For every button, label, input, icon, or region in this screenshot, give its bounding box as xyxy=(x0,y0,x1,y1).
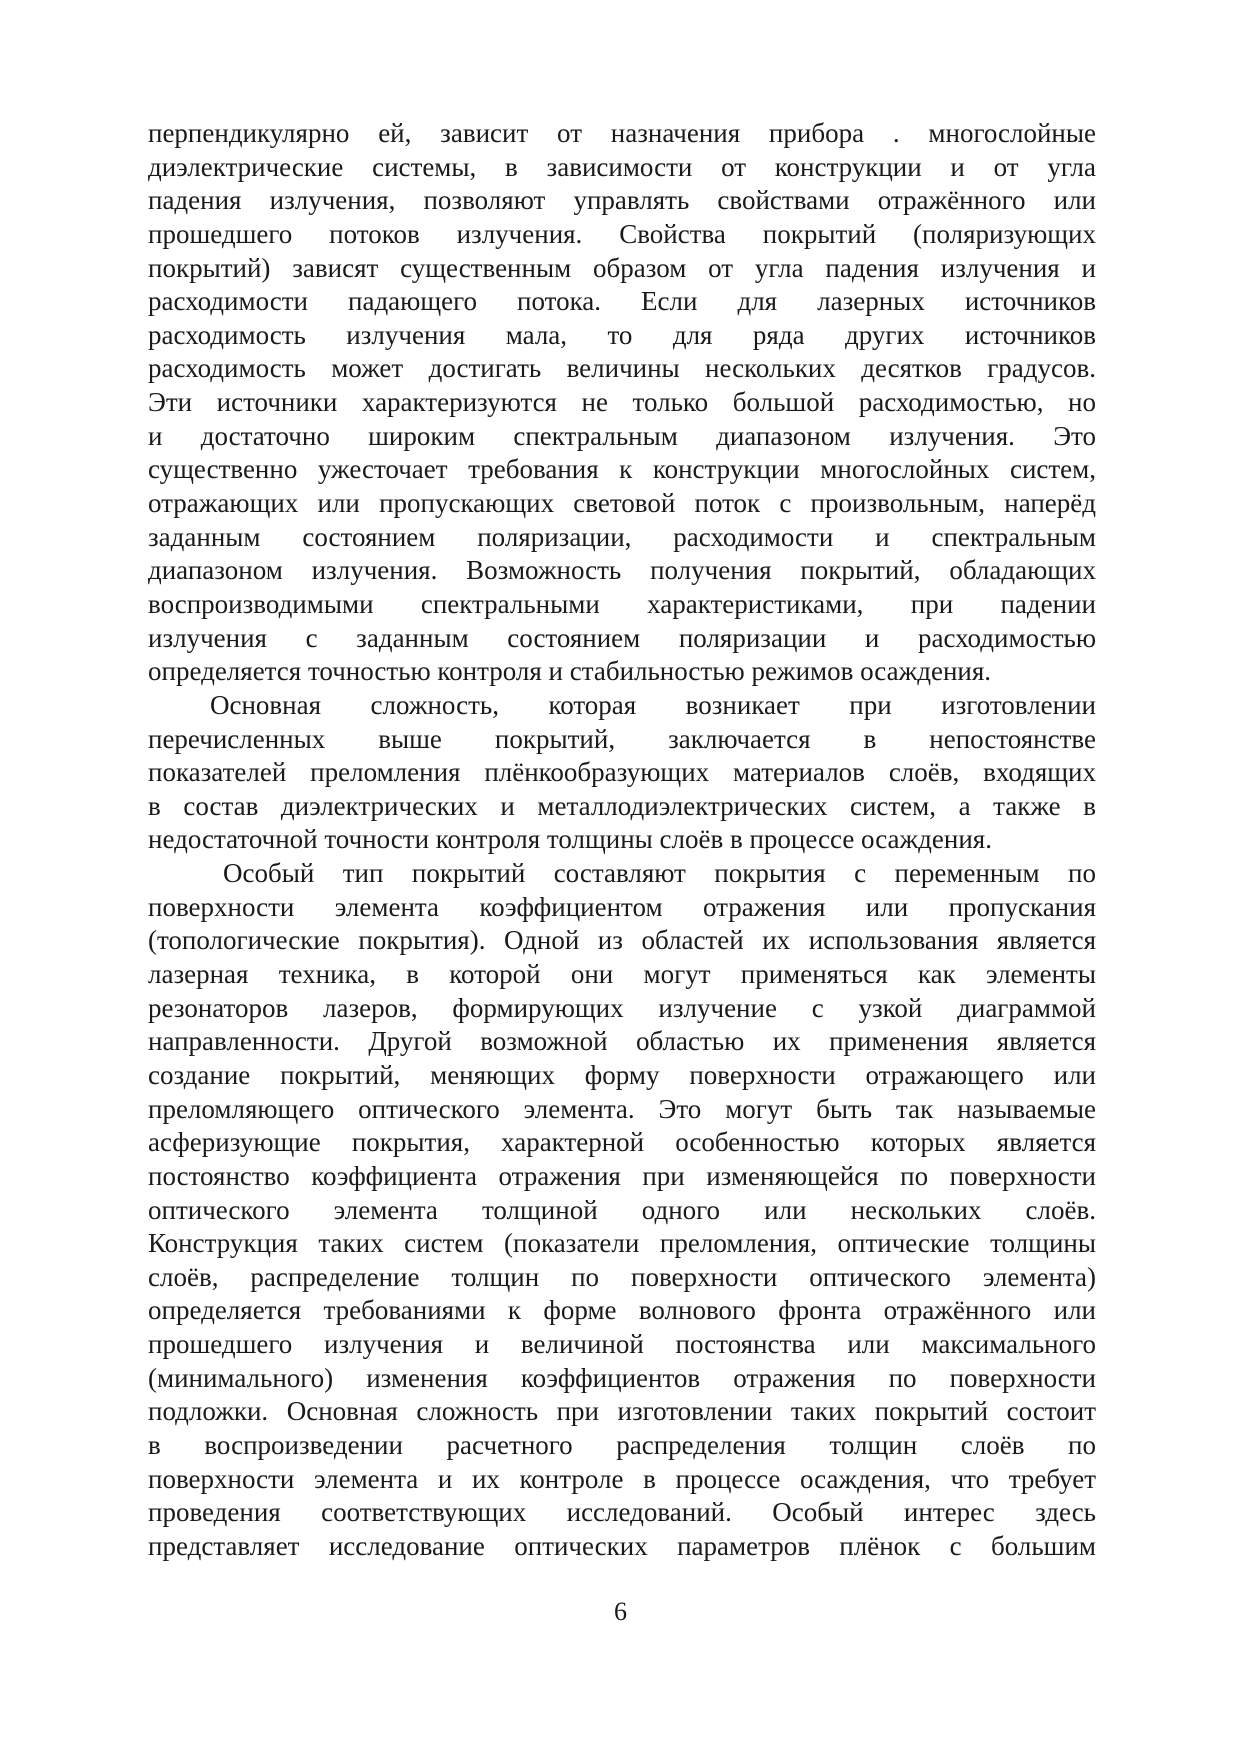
text-line: диэлектрические системы, в зависимости от конструкции и от угла xyxy=(148,151,1096,182)
text-line: проведения соответствующих исследований. Особый интерес здесь xyxy=(148,1497,1096,1528)
text-line: определяется требованиями к форме волнового фронта отражённого или xyxy=(148,1295,1096,1326)
text-line: показателей преломления плёнкообразующих материалов слоёв, входящих xyxy=(148,757,1096,788)
text-line: и достаточно широким спектральным диапазоном излучения. Это xyxy=(148,420,1096,451)
text-line: лазерная техника, в которой они могут применяться как элементы xyxy=(148,959,1096,990)
text-line: излучения с заданным состоянием поляризации и расходимостью xyxy=(148,622,1096,653)
body-text xyxy=(148,117,1096,1564)
text-line: в состав диэлектрических и металлодиэлектрических систем, а также в xyxy=(148,790,1096,821)
text-line: преломляющего оптического элемента. Это могут быть так называемые xyxy=(148,1093,1096,1124)
text-line: постоянство коэффициента отражения при изменяющейся по поверхности xyxy=(148,1160,1096,1191)
text-line: поверхности элемента коэффициентом отражения или пропускания xyxy=(148,891,1096,922)
text-line: слоёв, распределение толщин по поверхности оптического элемента) xyxy=(148,1261,1096,1292)
text-line: создание покрытий, меняющих форму поверхности отражающего или xyxy=(148,1059,1096,1090)
text-line: поверхности элемента и их контроле в процессе осаждения, что требует xyxy=(148,1463,1096,1494)
text-line: расходимости падающего потока. Если для лазерных источников xyxy=(148,286,1096,317)
text-line: отражающих или пропускающих световой поток с произвольным, наперёд xyxy=(148,488,1096,519)
text-line: расходимость может достигать величины нескольких десятков градусов. xyxy=(148,353,1096,384)
text-line: направленности. Другой возможной областью их применения является xyxy=(148,1026,1096,1057)
text-line: Конструкция таких систем (показатели преломления, оптические толщины xyxy=(148,1228,1096,1259)
text-line: недостаточной точности контроля толщины слоёв в процессе осаждения. xyxy=(148,824,992,855)
text-line: заданным состоянием поляризации, расходимости и спектральным xyxy=(148,521,1096,552)
text-line: Особый тип покрытий составляют покрытия с переменным по xyxy=(223,858,1096,889)
text-line: подложки. Основная сложность при изготовлении таких покрытий состоит xyxy=(148,1396,1096,1427)
text-line: оптического элемента толщиной одного или нескольких слоёв. xyxy=(148,1194,1096,1225)
text-line: представляет исследование оптических параметров плёнок с большим xyxy=(148,1530,1096,1561)
text-line: расходимость излучения мала, то для ряда других источников xyxy=(148,319,1096,350)
text-line: асферизующие покрытия, характерной особенностью которых является xyxy=(148,1127,1096,1158)
text-line: (минимального) изменения коэффициентов отражения по поверхности xyxy=(148,1362,1096,1393)
text-line: прошедшего потоков излучения. Свойства покрытий (поляризующих xyxy=(148,218,1096,249)
text-line: в воспроизведении расчетного распределения толщин слоёв по xyxy=(148,1429,1096,1460)
page-number: 6 xyxy=(614,1597,627,1626)
text-line: Основная сложность, которая возникает при изготовлении xyxy=(210,689,1096,720)
text-line: Эти источники характеризуются не только большой расходимостью, но xyxy=(148,387,1096,418)
text-line: перечисленных выше покрытий, заключается в непостоянстве xyxy=(148,723,1096,754)
text-line: перпендикулярно ей, зависит от назначения прибора . многослойные xyxy=(148,118,1096,148)
text-line: прошедшего излучения и величиной постоянства или максимального xyxy=(148,1329,1096,1360)
text-line: резонаторов лазеров, формирующих излучение с узкой диаграммой xyxy=(148,992,1096,1023)
text-line: покрытий) зависят существенным образом от угла падения излучения и xyxy=(148,252,1096,283)
text-line: определяется точностью контроля и стабильностью режимов осаждения. xyxy=(148,656,992,687)
text-line: существенно ужесточает требования к конструкции многослойных систем, xyxy=(148,454,1096,485)
text-line: диапазоном излучения. Возможность получения покрытий, обладающих xyxy=(148,555,1096,586)
text-line: (топологические покрытия). Одной из областей их использования является xyxy=(148,925,1096,956)
text-line: воспроизводимыми спектральными характеристиками, при падении xyxy=(148,588,1096,619)
text-line: падения излучения, позволяют управлять свойствами отражённого или xyxy=(148,185,1096,216)
